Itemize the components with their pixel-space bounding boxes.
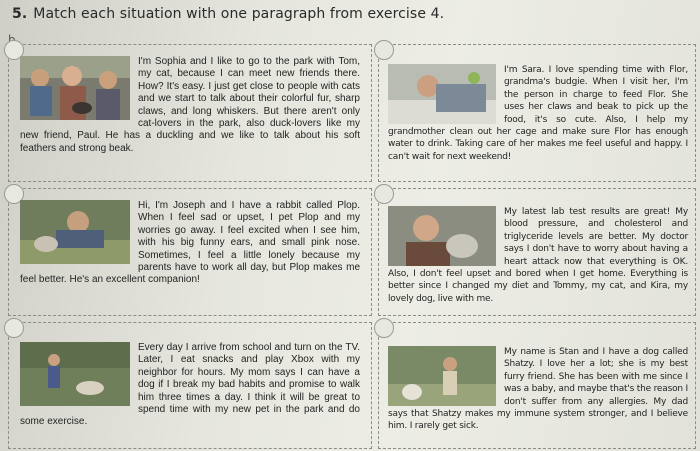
paragraph-stan-text: My name is Stan and I have a dog called Shatzy. I love her a lot; she is my best furry friend. She has been with me since I was a baby, and maybe that's the reason I don't suffer from any allergies. My dad says that Shatzy makes my immune system stronger, and I believe him. I rarely get sick. (388, 347, 689, 432)
exercise-instruction: Match each situation with one paragraph from exercise 4. (33, 6, 445, 22)
friends-with-cats-photo (20, 56, 130, 120)
man-with-cat-photo (388, 206, 496, 266)
boy-with-dog-photo (388, 346, 496, 406)
answer-circle[interactable] (374, 40, 394, 60)
paragraph-sara (388, 64, 688, 163)
answer-circle[interactable] (4, 318, 24, 338)
paragraph-joseph-text: Hi, I'm Joseph and I have a rabbit called Plop. When I feel sad or upset, I pet Plop and my worries go away. I feel excited when I see him, with his big funny ears, and small pink nose. Sometimes, I feel a little lonely because my parents have to work all day, but Plop makes me feel better. He's an excellent companion! (20, 200, 360, 286)
paragraph-lab-text: My latest lab test results are great! My blood pressure, and cholesterol and triglyceride levels are better. My doctor says I don't have to worry about having a heart attack now that everything is OK. Also, I don't feel upset and bored when I get home. Everything is better since I changed my diet and Tommy, my cat, and Kira, my lovely dog, live with me. (388, 207, 688, 304)
paragraph-lab (388, 206, 688, 305)
paragraph-school (20, 342, 360, 429)
paragraph-sophia (20, 56, 360, 155)
answer-circle[interactable] (374, 318, 394, 338)
boy-with-rabbit-photo (20, 200, 130, 264)
girl-feeding-budgie-photo (388, 64, 496, 124)
paragraph-sophia-text: I'm Sophia and I like to go to the park with Tom, my cat, because I can meet new friends there. How? It's easy. I just get close to people with cats and we start to talk about their colorful fur, sharp claws, and long whiskers. But there aren't only cat-lovers in the park, also duck-lovers like my new friend, Paul. He has a duckling and we like to talk about his soft feathers and strong beak. (20, 56, 360, 154)
boy-running-with-dog-photo (20, 342, 130, 406)
paragraph-sara-text: I'm Sara. I love spending time with Flor, grandma's budgie. When I visit her, I'm the person in charge to feed Flor. She uses her claws and beak to pick up the food, it's so cute. Also, I help my grandmother clean out her cage and make sure Flor has enough water to drink. Taking care of her makes me feel useful and happy. I can't wait for next weekend! (388, 65, 688, 162)
paragraph-stan (388, 346, 688, 433)
exercise-number: 5. (12, 6, 28, 22)
paragraph-school-text: Every day I arrive from school and turn on the TV. Later, I eat snacks and play Xbox with my neighbor for hours. My mom says I can have a dog if I break my bad habits and promise to walk him three times a day. I think it will be great to spend time with my new pet in the park and do some exercise. (20, 342, 360, 428)
answer-circle[interactable] (374, 184, 394, 204)
paragraph-joseph (20, 200, 360, 287)
exercise-heading (12, 6, 444, 22)
